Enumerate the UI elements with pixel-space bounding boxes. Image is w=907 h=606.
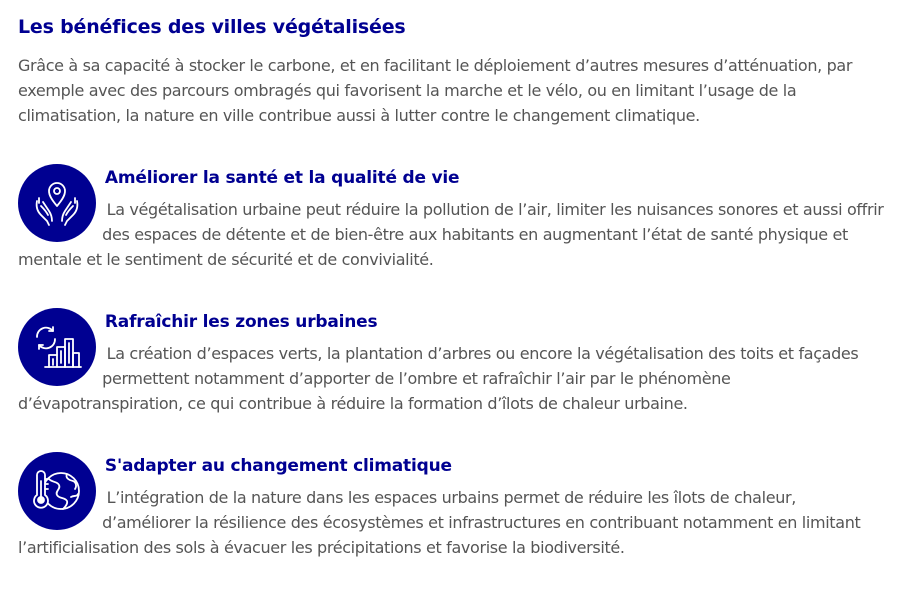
benefit-cooling [18, 308, 888, 416]
hands-location-pin-icon [18, 164, 96, 242]
benefit-text: La création d’espaces verts, la plantation d’arbres ou encore la végétalisation des toits et façades permettent notamment d’apporter de l’ombre et rafraîchir l’air par le phénomène d’évapotranspiration, ce qui contribue à réduire la formation d’îlots de chaleur urbaine. [18, 344, 859, 413]
benefit-text: L’intégration de la nature dans les espaces urbains permet de réduire les îlots de chaleur, d’améliorer la résilience des écosystèmes et infrastructures en contribuant notamment en limitant l’artificialisation des sols à évacuer les précipitations et favorise la biodiversité. [18, 488, 861, 557]
benefits-article [18, 12, 888, 560]
benefit-health [18, 164, 888, 272]
intro-paragraph: Grâce à sa capacité à stocker le carbone, et en facilitant le déploiement d’autres mesures d’atténuation, par exemple avec des parcours ombragés qui favorisent la marche et le vélo, ou en limitant l’usage de la climatisation, la nature en ville contribue aussi à lutter contre le changement climatique. [18, 56, 853, 125]
benefit-title: Rafraîchir les zones urbaines [104, 312, 378, 332]
benefit-title: Améliorer la santé et la qualité de vie [104, 168, 460, 188]
thermometer-globe-icon [18, 452, 96, 530]
benefit-text: La végétalisation urbaine peut réduire la pollution de l’air, limiter les nuisances sonores et aussi offrir des espaces de détente et de bien-être aux habitants en augmentant l’état de santé physique et mentale et le sentiment de sécurité et de convivialité. [18, 200, 884, 269]
benefit-adaptation [18, 452, 888, 560]
refresh-buildings-icon [18, 308, 96, 386]
page-title: Les bénéfices des villes végétalisées [18, 16, 406, 38]
benefit-title: S'adapter au changement climatique [104, 456, 452, 476]
